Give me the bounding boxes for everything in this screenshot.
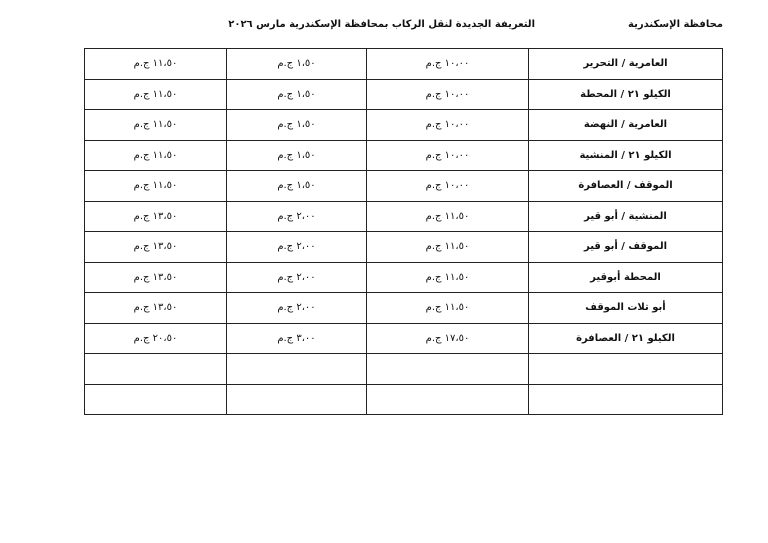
route-cell: الكيلو ٢١ / المحطة xyxy=(529,79,723,110)
table-row-empty xyxy=(85,384,723,415)
route-cell: العامرية / النهضة xyxy=(529,110,723,141)
table-row xyxy=(85,171,723,202)
base-fare-cell xyxy=(367,354,529,385)
table-row xyxy=(85,323,723,354)
new-fare-cell: ١١،٥٠ ج.م xyxy=(85,140,227,171)
new-fare-cell: ٢٠،٥٠ ج.م xyxy=(85,323,227,354)
route-cell: أبو تلات الموقف xyxy=(529,293,723,324)
table-row xyxy=(85,262,723,293)
increase-cell: ١،٥٠ ج.م xyxy=(227,79,367,110)
base-fare-cell: ١١،٥٠ ج.م xyxy=(367,201,529,232)
increase-cell xyxy=(227,384,367,415)
table-row xyxy=(85,140,723,171)
table-row-empty xyxy=(85,354,723,385)
document-title: التعريفة الجديدة لنقل الركاب بمحافظة الإسكندرية مارس ٢٠٢٦ xyxy=(228,19,535,30)
increase-cell: ١،٥٠ ج.م xyxy=(227,49,367,80)
fare-table xyxy=(84,48,723,415)
increase-cell: ١،٥٠ ج.م xyxy=(227,171,367,202)
table-row xyxy=(85,49,723,80)
base-fare-cell: ١٠،٠٠ ج.م xyxy=(367,110,529,141)
route-cell: المنشية / أبو قير xyxy=(529,201,723,232)
increase-cell: ١،٥٠ ج.م xyxy=(227,110,367,141)
governorate-label: محافظة الإسكندرية xyxy=(628,19,723,30)
route-cell: العامرية / التحرير xyxy=(529,49,723,80)
base-fare-cell: ١٠،٠٠ ج.م xyxy=(367,49,529,80)
base-fare-cell: ١١،٥٠ ج.م xyxy=(367,293,529,324)
route-cell: الكيلو ٢١ / المنشية xyxy=(529,140,723,171)
route-cell: الموقف / أبو قير xyxy=(529,232,723,263)
new-fare-cell: ١٣،٥٠ ج.م xyxy=(85,262,227,293)
route-cell: الموقف / العصافرة xyxy=(529,171,723,202)
route-cell xyxy=(529,354,723,385)
new-fare-cell: ١١،٥٠ ج.م xyxy=(85,110,227,141)
increase-cell: ٢،٠٠ ج.م xyxy=(227,262,367,293)
base-fare-cell: ١٧،٥٠ ج.م xyxy=(367,323,529,354)
new-fare-cell xyxy=(85,354,227,385)
new-fare-cell: ١١،٥٠ ج.م xyxy=(85,79,227,110)
increase-cell xyxy=(227,354,367,385)
base-fare-cell: ١٠،٠٠ ج.م xyxy=(367,171,529,202)
new-fare-cell: ١١،٥٠ ج.م xyxy=(85,171,227,202)
route-cell: الكيلو ٢١ / العصافرة xyxy=(529,323,723,354)
increase-cell: ١،٥٠ ج.م xyxy=(227,140,367,171)
increase-cell: ٢،٠٠ ج.م xyxy=(227,232,367,263)
increase-cell: ٢،٠٠ ج.م xyxy=(227,293,367,324)
new-fare-cell: ١١،٥٠ ج.م xyxy=(85,49,227,80)
table-row xyxy=(85,79,723,110)
new-fare-cell: ١٣،٥٠ ج.م xyxy=(85,201,227,232)
new-fare-cell: ١٣،٥٠ ج.م xyxy=(85,293,227,324)
base-fare-cell: ١٠،٠٠ ج.م xyxy=(367,79,529,110)
increase-cell: ٢،٠٠ ج.م xyxy=(227,201,367,232)
base-fare-cell: ١١،٥٠ ج.م xyxy=(367,262,529,293)
base-fare-cell xyxy=(367,384,529,415)
base-fare-cell: ١١،٥٠ ج.م xyxy=(367,232,529,263)
table-row xyxy=(85,110,723,141)
route-cell xyxy=(529,384,723,415)
table-row xyxy=(85,293,723,324)
increase-cell: ٣،٠٠ ج.م xyxy=(227,323,367,354)
route-cell: المحطة أبوقير xyxy=(529,262,723,293)
table-row xyxy=(85,232,723,263)
table-row xyxy=(85,201,723,232)
base-fare-cell: ١٠،٠٠ ج.م xyxy=(367,140,529,171)
new-fare-cell: ١٣،٥٠ ج.م xyxy=(85,232,227,263)
new-fare-cell xyxy=(85,384,227,415)
